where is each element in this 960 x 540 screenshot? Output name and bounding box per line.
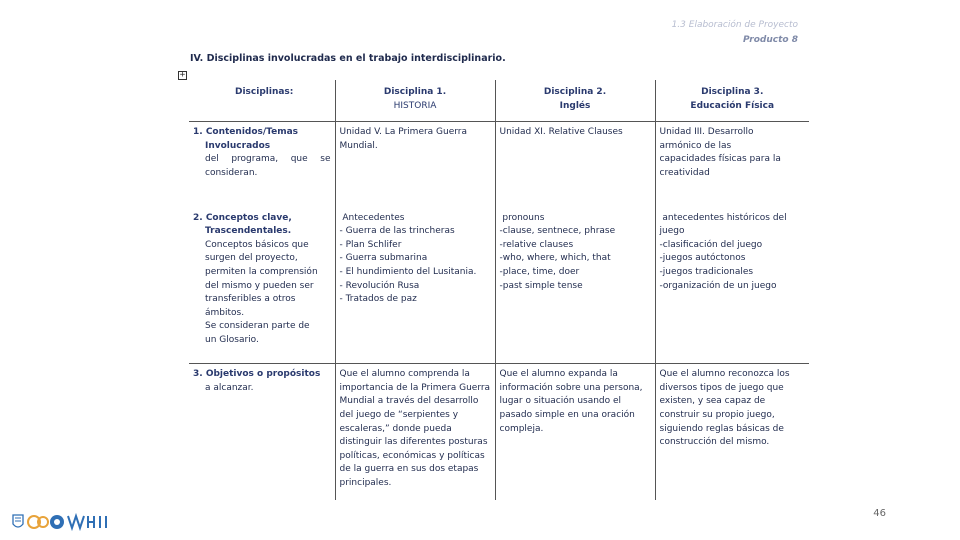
cell-line: - Guerra submarina bbox=[339, 253, 428, 264]
table-row-objetivos bbox=[189, 364, 809, 500]
header-title: Disciplina 1. bbox=[383, 87, 447, 97]
row-label-title: 2. Conceptos clave, bbox=[193, 212, 292, 223]
expand-plus-icon[interactable]: + bbox=[179, 70, 186, 80]
cell-line: -clause, sentnece, phrase bbox=[499, 226, 616, 237]
table-header-row bbox=[189, 80, 809, 122]
unam-shield-icon bbox=[13, 515, 23, 527]
cell-historia-contenidos bbox=[335, 122, 495, 208]
anniversary-logo-icon bbox=[28, 516, 48, 528]
cell-line: Unidad XI. Relative Clauses bbox=[499, 127, 623, 138]
cell-historia-conceptos bbox=[335, 208, 495, 364]
row-label-title: Involucrados bbox=[205, 140, 271, 151]
row-label-contenidos bbox=[189, 122, 335, 208]
header-title: Disciplina 2. bbox=[543, 87, 607, 97]
row-label-description: ámbitos. bbox=[205, 307, 245, 318]
header-title: Disciplina 3. bbox=[701, 87, 764, 97]
row-label-title: 3. Objetivos o propósitos bbox=[193, 369, 321, 380]
cell-edfisica-contenidos bbox=[655, 122, 809, 208]
institution-logos bbox=[12, 512, 112, 532]
cell-edfisica-conceptos bbox=[655, 208, 809, 364]
cell-line: -juegos tradicionales bbox=[659, 267, 754, 278]
cell-line: pronouns bbox=[499, 212, 545, 223]
cell-line: - Revolución Rusa bbox=[339, 280, 420, 291]
row-label-description: transferibles a otros bbox=[205, 294, 296, 305]
row-label-description: Se consideran parte de bbox=[205, 321, 310, 332]
cell-line: -past simple tense bbox=[499, 280, 583, 291]
cell-ingles-conceptos bbox=[495, 208, 655, 364]
row-label-description: un Glosario. bbox=[205, 335, 259, 346]
header-subtitle: HISTORIA bbox=[393, 100, 437, 111]
enp-wordmark-icon bbox=[68, 516, 106, 528]
cell-line: capacidades físicas para la bbox=[659, 154, 781, 165]
header-disciplinas bbox=[189, 80, 335, 122]
cell-line: antecedentes históricos del bbox=[659, 212, 787, 223]
cell-line: Unidad III. Desarrollo bbox=[659, 127, 754, 138]
header-disciplina-3 bbox=[655, 80, 809, 122]
header-title: Disciplinas: bbox=[235, 87, 294, 97]
cell-line: -juegos autóctonos bbox=[659, 253, 746, 264]
cell-line: -who, where, which, that bbox=[499, 253, 611, 264]
page-number: 46 bbox=[873, 508, 886, 519]
cell-line: armónico de las bbox=[659, 140, 732, 151]
header-disciplina-1 bbox=[335, 80, 495, 122]
cell-line: - Guerra de las trincheras bbox=[339, 226, 455, 237]
row-label-description: a alcanzar. bbox=[205, 382, 254, 393]
header-project-label: 1.3 Elaboración de Proyecto bbox=[671, 20, 798, 30]
cell-line: -clasificación del juego bbox=[659, 239, 763, 250]
row-label-title: 1. Contenidos/Temas bbox=[193, 127, 299, 138]
row-label-description: permiten la comprensión bbox=[205, 267, 318, 278]
cell-line: - Tratados de paz bbox=[339, 294, 417, 305]
row-label-description: del mismo y pueden ser bbox=[205, 280, 314, 291]
cell-ingles-contenidos bbox=[495, 122, 655, 208]
row-label-title: Trascendentales. bbox=[205, 226, 292, 237]
cell-ingles-objetivos: Que el alumno expanda la información sobre una persona, lugar o situación usando el pasado simple en una oración compleja. bbox=[495, 364, 655, 500]
row-label-description: surgen del proyecto, bbox=[205, 253, 298, 264]
cell-line: - El hundimiento del Lusitania. bbox=[339, 267, 477, 278]
header-disciplina-2 bbox=[495, 80, 655, 122]
cell-line: -organización de un juego bbox=[659, 280, 777, 291]
table-row-contenidos bbox=[189, 122, 809, 208]
cell-historia-objetivos: Que el alumno comprenda la importancia de la Primera Guerra Mundial a través del desarrollo del juego de “serpientes y escaleras,” donde pueda distinguir las diferentes posturas políticas, económicas y políticas de la guerra en sus dos etapas principales. bbox=[335, 364, 495, 500]
cell-line: creatividad bbox=[659, 167, 710, 178]
row-label-description: del programa, que se consideran. bbox=[205, 154, 331, 178]
cell-line: Unidad V. La Primera Guerra bbox=[339, 127, 468, 138]
row-label-conceptos bbox=[189, 208, 335, 364]
row-label-objetivos bbox=[189, 364, 335, 500]
disciplines-table bbox=[189, 80, 809, 500]
circle-badge-icon bbox=[50, 515, 64, 529]
cell-line: -relative clauses bbox=[499, 239, 574, 250]
table-row-conceptos bbox=[189, 208, 809, 364]
header-subtitle: Inglés bbox=[559, 100, 591, 111]
cell-line: juego bbox=[659, 226, 685, 237]
section-title: IV. Disciplinas involucradas en el trabajo interdisciplinario. bbox=[190, 53, 506, 64]
header-subtitle: Educación Física bbox=[690, 100, 775, 111]
cell-line: Antecedentes bbox=[339, 212, 405, 223]
cell-line: Mundial. bbox=[339, 140, 378, 151]
row-label-description: Conceptos básicos que bbox=[205, 239, 309, 250]
cell-edfisica-objetivos: Que el alumno reconozca los diversos tipos de juego que existen, y sea capaz de construir su propio juego, siguiendo reglas básicas de construcción del mismo. bbox=[655, 364, 809, 500]
cell-line: - Plan Schlifer bbox=[339, 239, 402, 250]
cell-line: -place, time, doer bbox=[499, 267, 580, 278]
header-product-label: Producto 8 bbox=[742, 35, 798, 45]
